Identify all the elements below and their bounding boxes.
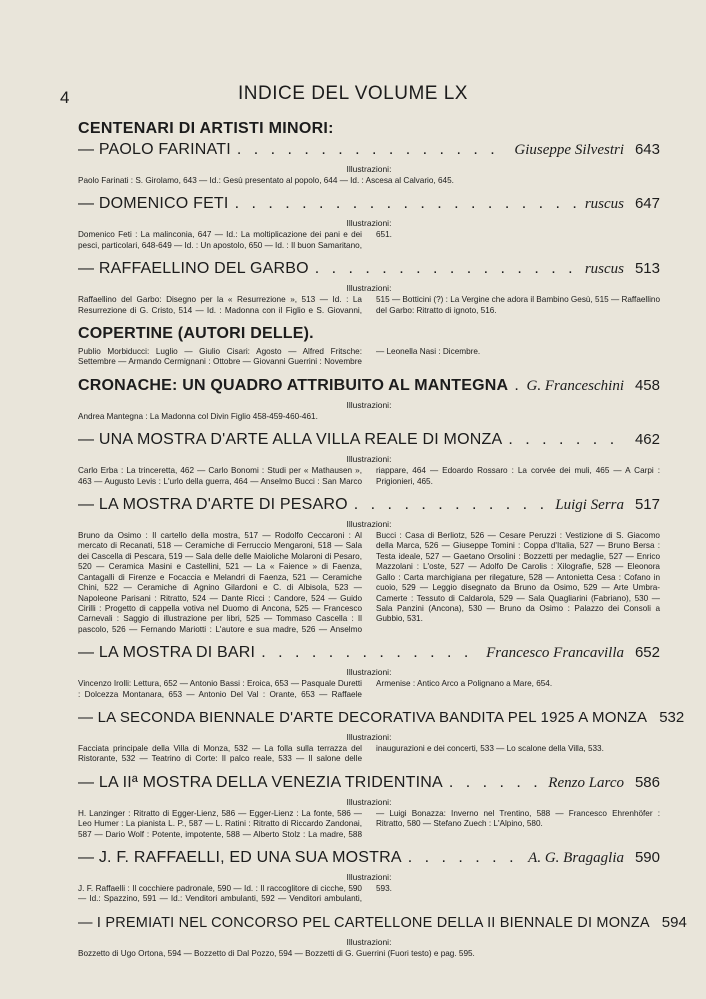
entry-page: 643 — [634, 141, 660, 158]
entry-title[interactable]: — LA SECONDA BIENNALE D'ARTE DECORATIVA BANDITA PEL 1925 A MONZA — [78, 708, 648, 726]
entry-page: 513 — [634, 260, 660, 278]
illustrations-list: Publio Morbiducci: Luglio — Giulio Cisari: Agosto — Alfred Fritsche: Settembre — Armando Cermignani : Ottobre — Giovanni Guerrini : Novembre — Leonella Nasi : Dicembre. — [78, 347, 481, 367]
page-number: 4 — [60, 88, 70, 107]
index-entry — [78, 773, 660, 840]
index-entry — [78, 140, 660, 186]
illustrations-label: Illustrazioni: — [346, 283, 392, 294]
index-entry — [78, 643, 660, 700]
entry-page: 458 — [634, 376, 660, 394]
index-entry — [78, 848, 660, 905]
entry-author: ruscus — [584, 261, 624, 278]
section-title: CENTENARI DI ARTISTI MINORI: — [78, 120, 334, 137]
entry-title[interactable]: — J. F. RAFFAELLI, ED UNA SUA MOSTRA — [78, 848, 402, 866]
entry-author: A. G. Bragaglia — [528, 849, 624, 866]
entry-author: Francesco Francavilla — [486, 645, 624, 662]
entry-title[interactable]: — UNA MOSTRA D'ARTE ALLA VILLA REALE DI MONZA — [78, 431, 503, 449]
illustrations-list: Vincenzo Irolli: Lettura, 652 — Antonio Bassi : Eroica, 653 — Pasquale Duretti : Dolcezza Montanara, 653 — Antonio Del Val : Orante, 653 — Raffaele Armenise : Antico Arco a Polignano a Mare, 654. — [78, 679, 553, 699]
index-entry — [78, 259, 660, 316]
index-entry — [78, 430, 660, 487]
illustrations-label: Illustrazioni: — [346, 667, 392, 678]
illustrations-label: Illustrazioni: — [346, 796, 392, 807]
entry-author: Giuseppe Silvestri — [514, 142, 624, 158]
entry-page: 517 — [634, 496, 660, 514]
entry-author: Renzo Larco — [548, 774, 624, 791]
entry-title[interactable]: CRONACHE: UN QUADRO ATTRIBUITO AL MANTEGNA — [78, 376, 509, 394]
illustrations-label: Illustrazioni: — [346, 399, 392, 410]
illustrations-list: Bruno da Osimo : Il cartello della mostra, 517 — Rodolfo Ceccaroni : Al mercato di Recanati, 518 — Ceramiche di Ferruccio Mengaroni, 518 — Sala dei Cascella di Pescara, 519 — Sala delle delle Maioliche Molaroni di Pesaro, 520 — Ceramica Masini e Castellini, 521 — La « Faience » di Faenza, Cantagalli di Firenze e Focaccia e Melandri di Faenza, 521 — Ceramiche Chini, 522 — Ceramiche di Agnino Gilardoni e C. di Albisola, 523 — Napoleone Parisani : Ritratto, 524 — Dante Ricci : Candore, 524 — Guido Cirilli : Progetto di cappella votiva nel Duomo di Ancona, 525 — Francesco Carnevali : Saggio di illustrazione per libri, 525 — Tommaso Cascella : Il pascolo, 526 — Fernando Mariotti : L'autore e sua madre, 526 — Anselmo Bucci : Casa di Berliotz, 526 — Cesare Peruzzi : Vestizione di S. Giacomo della Marca, 526 — Giuseppe Tomini : Coppa d'Italia, 527 — Bruno Bersa : Testa ideale, 527 — Gaetano Orsolini : Bozzetti per medaglie, 527 — Enrico Mazzolani : L'oste, 527 — Adolfo De Carolis : Xilografie, 528 — Eleonora Gallo : Carta marchigiana per rilegature, 528 — Antonietta Cesa : Cofano in cuoio, 529 — Leggio disegnato da Bruno da Osimo, 529 — Arte Umbra-Camerte : Tessuto di Caldarola, 529 — Sala Quagliarini (Fabriano), 530 — Sala Panzini (Ancona), 530 — Bruno da Osimo : Palazzo dei Consoli a Gubbio, 531. — [78, 531, 660, 634]
entry-page: 532 — [659, 708, 685, 726]
index-content — [78, 120, 687, 967]
entry-page: 462 — [634, 431, 660, 449]
illustrations-label: Illustrazioni: — [346, 936, 392, 947]
entry-title[interactable]: — DOMENICO FETI — [78, 195, 229, 213]
illustrations-list: Andrea Mantegna : La Madonna col Divin Figlio 458-459-460-461. — [78, 411, 318, 421]
entry-title[interactable]: — PAOLO FARINATI — [78, 141, 231, 158]
index-entry — [78, 708, 685, 765]
illustrations-list: Raffaellino del Garbo: Disegno per la « Resurrezione », 513 — Id. : La Resurrezione di G. Cristo, 514 — Id. : Madonna con il Figlio e S. Giovanni, 515 — Botticini (?) : La Vergine che adora il Bambino Gesù, 515 — Raffaellino del Garbo: Ritratto di ignoto, 516. — [78, 295, 660, 315]
illustrations-list: Paolo Farinati : S. Girolamo, 643 — Id.: Gesù presentato al popolo, 644 — Id. : Ascesa al Calvario, 645. — [78, 176, 454, 185]
illustrations-list: H. Lanzinger : Ritratto di Egger-Lienz, 586 — Egger-Lienz : La fonte, 586 — Leo Humer : La pianista L. P., 587 — L. Ratini : Ritratto di Riccardo Zandonai, 587 — Dario Wolf : Potente, impotente, 588 — Alberto Stolz : La madre, 588 — Luigi Bonazza: Inverno nel Trentino, 588 — Francesco Ehrenhöfer : Ritratto, 580 — Stefano Zuech : L'Alpino, 580. — [78, 808, 660, 839]
running-head: INDICE DEL VOLUME LX — [238, 83, 468, 104]
illustrations-label: Illustrazioni: — [346, 519, 392, 530]
entry-page: 594 — [661, 913, 687, 931]
entry-title[interactable]: — LA IIª MOSTRA DELLA VENEZIA TRIDENTINA — [78, 773, 443, 791]
illustrations-label: Illustrazioni: — [346, 871, 392, 882]
illustrations-label: Illustrazioni: — [346, 454, 392, 465]
entry-page: 652 — [634, 644, 660, 662]
entry-author: G. Franceschini — [526, 377, 624, 394]
entry-title[interactable]: — RAFFAELLINO DEL GARBO — [78, 260, 309, 278]
illustrations-label: Illustrazioni: — [346, 731, 392, 742]
entry-page: 586 — [634, 773, 660, 791]
illustrations-list: Domenico Feti : La malinconia, 647 — Id.: La moltiplicazione dei pani e dei pesci, particolari, 648-649 — Id. : Un apostolo, 650 — Id. : Il buon Samaritano, 651. — [78, 230, 392, 250]
illustrations-list: Bozzetto di Ugo Ortona, 594 — Bozzetto di Dal Pozzo, 594 — Bozzetti di G. Guerrini (Fuori testo) e pag. 595. — [78, 948, 475, 958]
illustrations-list: J. F. Raffaelli : Il cocchiere padronale, 590 — Id. : Il raccoglitore di cicche, 590 — Id.: Spazzino, 591 — Id.: Venditori ambulanti, 592 — Venditori ambulanti, 593. — [78, 883, 392, 904]
index-entry — [78, 495, 660, 635]
entry-title[interactable]: — LA MOSTRA DI BARI — [78, 644, 256, 662]
entry-title[interactable]: COPERTINE (AUTORI DELLE). — [78, 325, 314, 343]
illustrations-list: Facciata principale della Villa di Monza, 532 — La folla sulla terrazza del Ristorante, 532 — Teatrino di Corte: Il palco reale, 533 — Il salone delle inaugurazioni e dei concerti, 533 — Lo scalone della Villa, 533. — [78, 743, 604, 764]
illustrations-label: Illustrazioni: — [346, 164, 392, 174]
index-entry — [78, 324, 660, 368]
illustrations-list: Carlo Erba : La trinceretta, 462 — Carlo Bonomi : Studi per « Mathausen », 463 — Augusto Levis : L'urlo della guerra, 464 — Anselmo Bucci : San Marco riappare, 464 — Edoardo Rossaro : La corvée dei muli, 465 — A Carpi : Prigionieri, 465. — [78, 466, 660, 486]
index-entry — [78, 913, 687, 959]
entry-author: ruscus — [584, 196, 624, 213]
entry-author: Luigi Serra — [555, 497, 624, 514]
entry-title[interactable]: — I PREMIATI NEL CONCORSO PEL CARTELLONE DELLA II BIENNALE DI MONZA — [78, 914, 650, 931]
entry-page: 647 — [634, 195, 660, 213]
index-entry — [78, 194, 660, 251]
illustrations-label: Illustrazioni: — [346, 218, 392, 229]
index-entry — [78, 376, 660, 422]
entry-page: 590 — [634, 848, 660, 866]
entry-title[interactable]: — LA MOSTRA D'ARTE DI PESARO — [78, 496, 348, 514]
